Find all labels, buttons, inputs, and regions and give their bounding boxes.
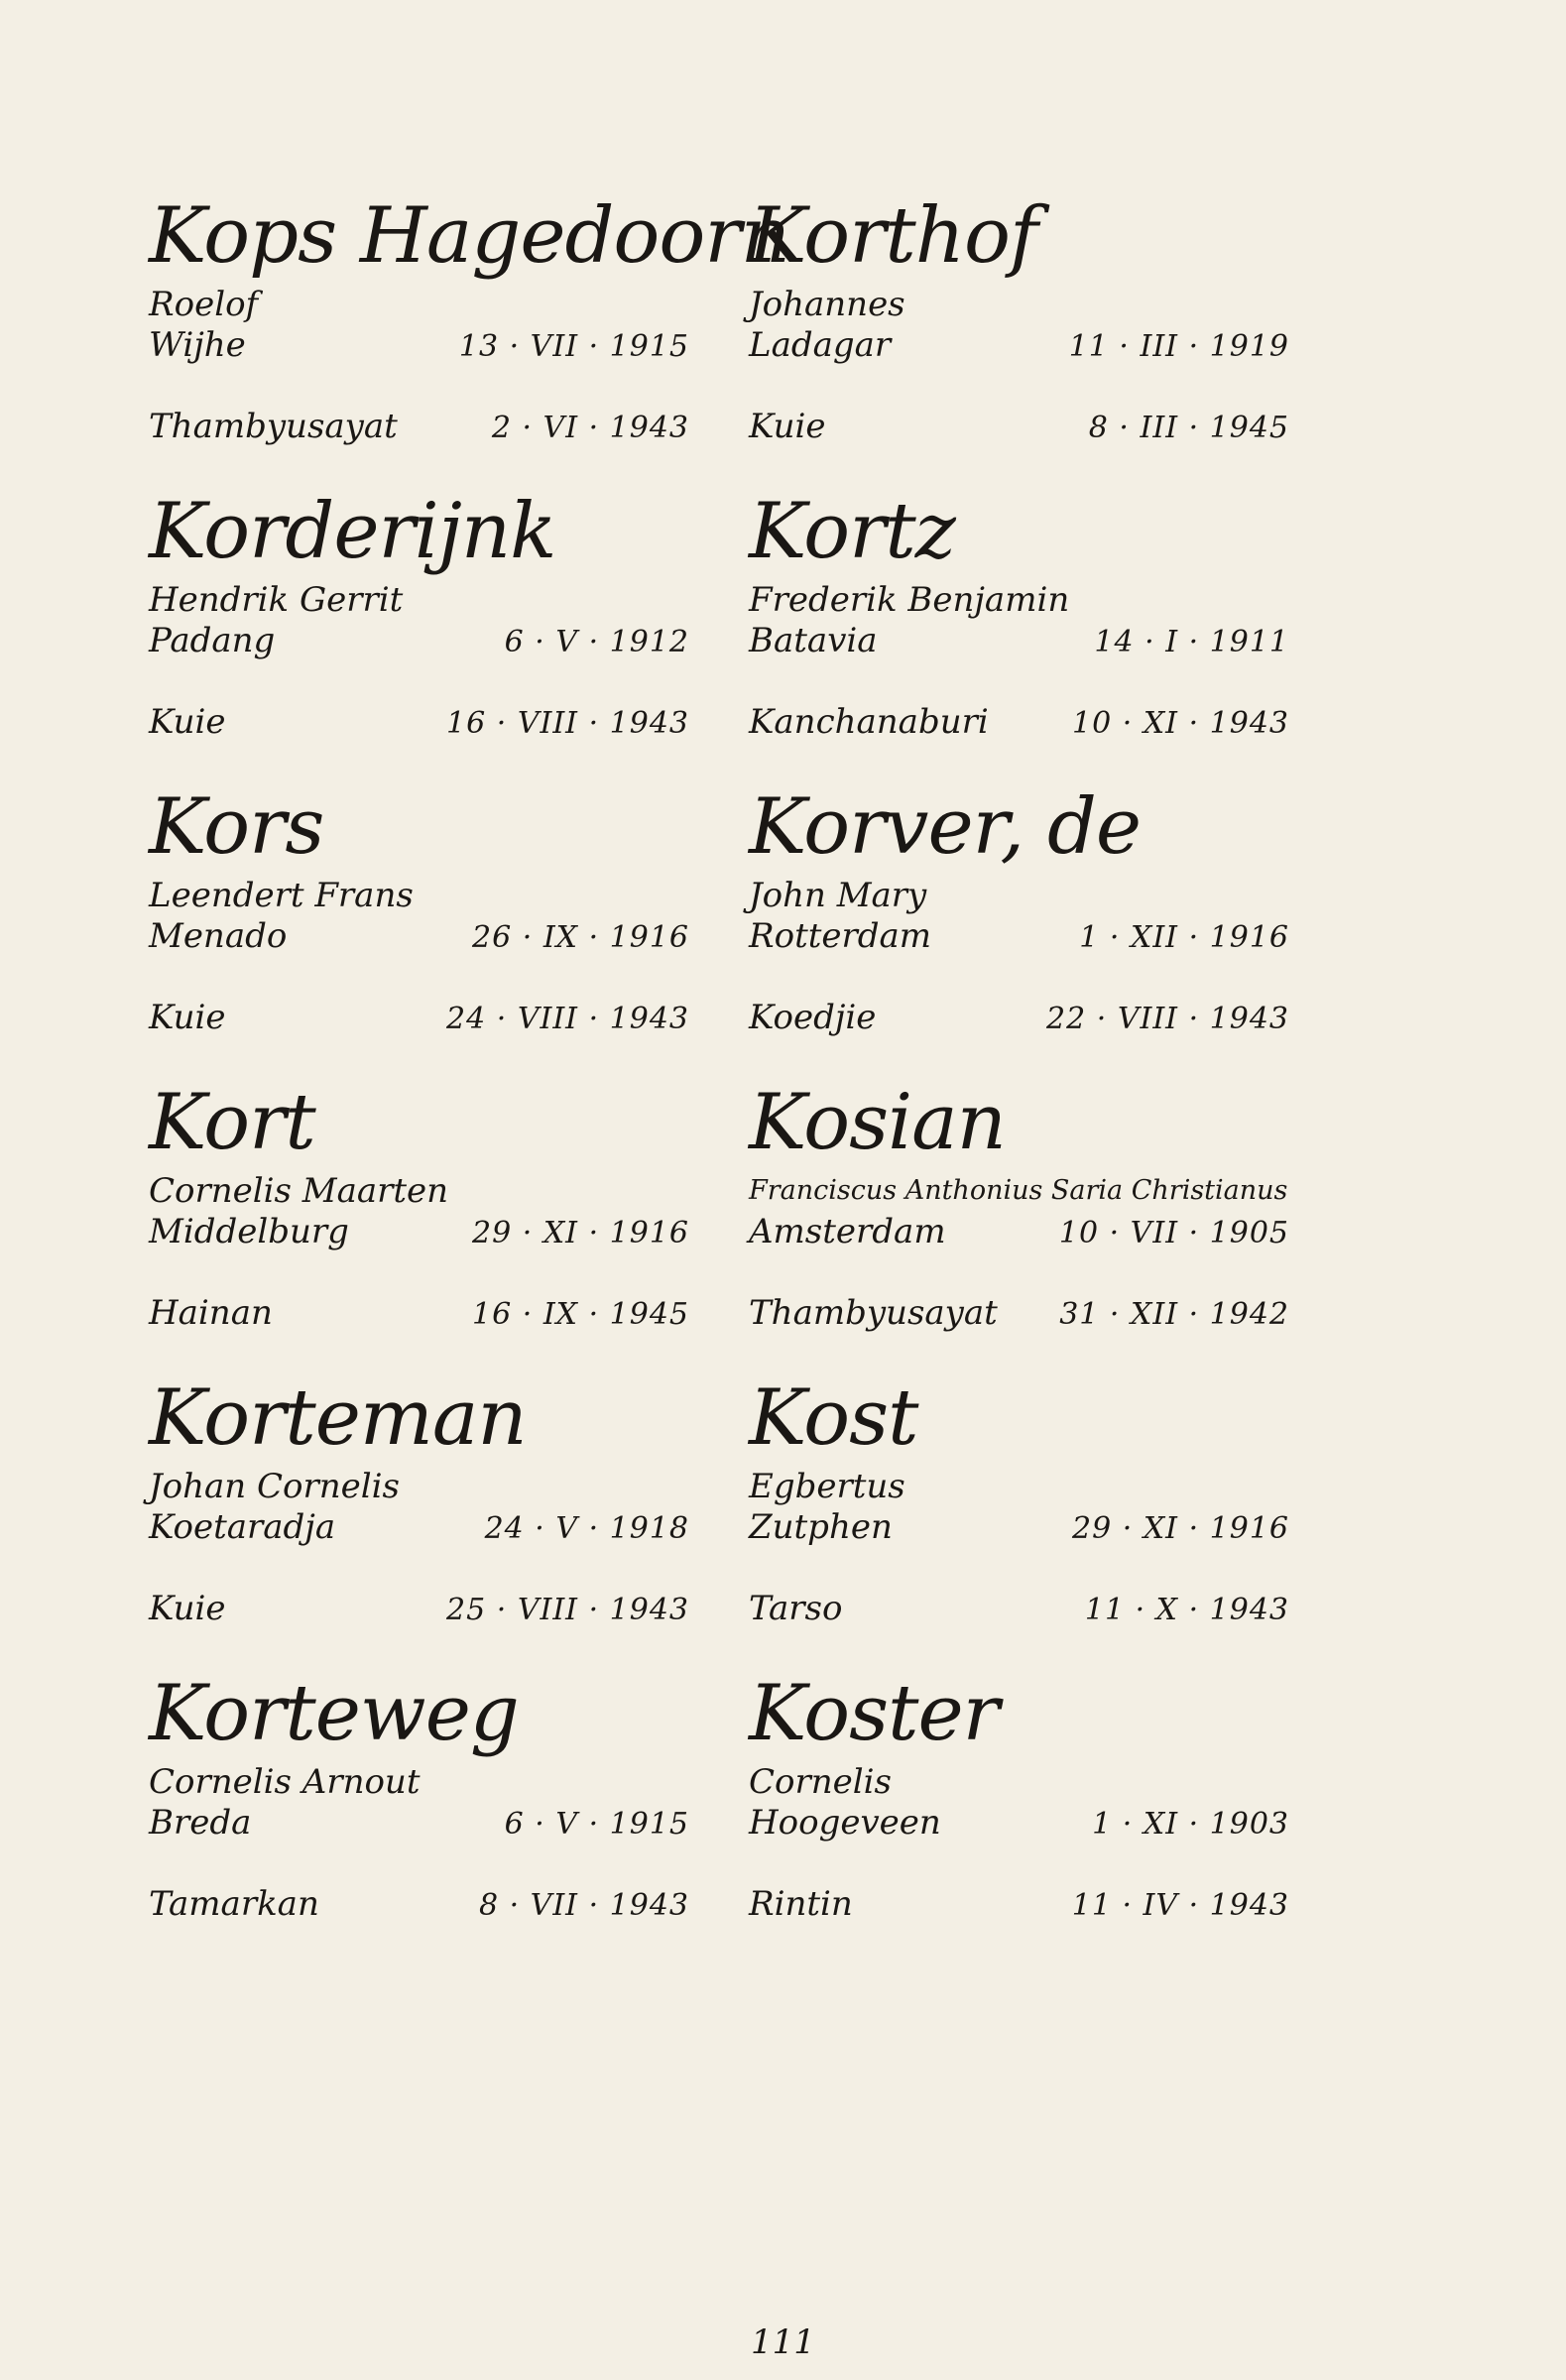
surname: Korteman — [149, 1373, 527, 1463]
name-entry — [749, 1075, 1299, 1370]
surname: Korderijnk — [149, 487, 556, 576]
birth-date: 29 · XI · 1916 — [1072, 1511, 1289, 1546]
death-date: 8 · III · 1945 — [1088, 411, 1289, 445]
death-place: Kuie — [149, 998, 226, 1037]
given-names: Franciscus Anthonius Saria Christianus — [749, 1175, 1288, 1206]
birth-row — [149, 621, 699, 660]
death-place: Kanchanaburi — [749, 702, 989, 742]
birth-date: 10 · VII · 1905 — [1058, 1216, 1289, 1250]
death-place: Tarso — [749, 1589, 843, 1628]
name-entry — [749, 1370, 1299, 1666]
given-names: Johan Cornelis — [149, 1467, 400, 1506]
death-row — [149, 700, 699, 744]
name-entry — [749, 188, 1299, 484]
given-names: Cornelis — [749, 1762, 892, 1802]
birth-row — [149, 1803, 699, 1843]
birth-place: Breda — [149, 1803, 252, 1843]
birth-date: 6 · V · 1912 — [504, 625, 689, 659]
given-names: Frederik Benjamin — [749, 580, 1070, 620]
given-names-row — [149, 875, 699, 916]
death-date: 16 · VIII · 1943 — [446, 706, 689, 741]
given-names: Hendrik Gerrit — [149, 580, 404, 620]
birth-date: 13 · VII · 1915 — [458, 329, 689, 364]
death-place: Rintin — [749, 1884, 853, 1924]
name-entry — [149, 1370, 699, 1666]
death-row — [149, 1882, 699, 1926]
page-number: 111 — [751, 2322, 815, 2362]
given-names-row — [749, 1466, 1299, 1507]
birth-row — [149, 325, 699, 365]
birth-row — [149, 1507, 699, 1547]
name-entry — [749, 779, 1299, 1075]
given-names: John Mary — [749, 876, 927, 915]
given-names: Cornelis Maarten — [149, 1171, 449, 1211]
death-row — [749, 1291, 1299, 1335]
death-date: 2 · VI · 1943 — [491, 411, 689, 445]
birth-row — [149, 916, 699, 956]
name-entry — [749, 1666, 1299, 1962]
surname: Kortz — [749, 487, 955, 576]
birth-place: Middelburg — [149, 1212, 349, 1251]
surname: Korver, de — [749, 782, 1142, 872]
given-names-row — [749, 1170, 1299, 1212]
name-entry — [749, 484, 1299, 779]
given-names: Egbertus — [749, 1467, 905, 1506]
given-names: Roelof — [149, 285, 259, 324]
birth-row — [749, 621, 1299, 660]
death-row — [149, 1291, 699, 1335]
given-names-row — [149, 579, 699, 621]
left-column — [149, 188, 789, 1962]
death-row — [149, 1587, 699, 1630]
birth-place: Padang — [149, 621, 276, 660]
given-names-row — [149, 284, 699, 325]
death-row — [149, 996, 699, 1039]
surname: Kort — [149, 1078, 315, 1167]
birth-date: 24 · V · 1918 — [484, 1511, 689, 1546]
given-names-row — [149, 1466, 699, 1507]
birth-date: 1 · XI · 1903 — [1092, 1807, 1289, 1842]
death-place: Thambyusayat — [149, 407, 398, 446]
death-place: Thambyusayat — [749, 1293, 998, 1333]
death-date: 24 · VIII · 1943 — [446, 1002, 689, 1036]
surname: Korthof — [749, 191, 1037, 281]
name-entry — [149, 1075, 699, 1370]
birth-place: Rotterdam — [749, 916, 932, 956]
birth-date: 6 · V · 1915 — [504, 1807, 689, 1842]
death-place: Tamarkan — [149, 1884, 319, 1924]
death-date: 10 · XI · 1943 — [1072, 706, 1289, 741]
birth-date: 29 · XI · 1916 — [472, 1216, 689, 1250]
given-names: Cornelis Arnout — [149, 1762, 421, 1802]
death-date: 31 · XII · 1942 — [1059, 1297, 1289, 1332]
birth-place: Zutphen — [749, 1507, 893, 1547]
birth-place: Hoogeveen — [749, 1803, 941, 1843]
birth-row — [749, 916, 1299, 956]
death-place: Kuie — [749, 407, 826, 446]
birth-row — [149, 1212, 699, 1251]
death-row — [149, 405, 699, 448]
birth-place: Amsterdam — [749, 1212, 946, 1251]
birth-row — [749, 1212, 1299, 1251]
death-date: 22 · VIII · 1943 — [1046, 1002, 1289, 1036]
given-names-row — [149, 1170, 699, 1212]
birth-place: Batavia — [749, 621, 878, 660]
given-names-row — [749, 1761, 1299, 1803]
death-date: 11 · X · 1943 — [1084, 1593, 1289, 1627]
surname: Kops Hagedoorn — [149, 191, 789, 281]
death-row — [749, 405, 1299, 448]
birth-date: 1 · XII · 1916 — [1079, 920, 1289, 955]
given-names: Leendert Frans — [149, 876, 414, 915]
right-column — [749, 188, 1299, 1962]
given-names-row — [749, 579, 1299, 621]
surname: Kost — [749, 1373, 918, 1463]
surname: Korteweg — [149, 1669, 519, 1758]
birth-date: 14 · I · 1911 — [1094, 625, 1289, 659]
death-place: Kuie — [149, 1589, 226, 1628]
name-entry — [149, 1666, 699, 1962]
birth-date: 26 · IX · 1916 — [472, 920, 689, 955]
birth-date: 11 · III · 1919 — [1068, 329, 1289, 364]
surname: Koster — [749, 1669, 999, 1758]
death-date: 8 · VII · 1943 — [478, 1888, 689, 1923]
death-date: 16 · IX · 1945 — [472, 1297, 689, 1332]
death-date: 11 · IV · 1943 — [1071, 1888, 1289, 1923]
death-place: Koedjie — [749, 998, 877, 1037]
birth-row — [749, 325, 1299, 365]
death-row — [749, 700, 1299, 744]
death-place: Kuie — [149, 702, 226, 742]
surname: Kors — [149, 782, 324, 872]
given-names: Johannes — [749, 285, 905, 324]
death-row — [749, 996, 1299, 1039]
given-names-row — [749, 875, 1299, 916]
birth-place: Ladagar — [749, 325, 892, 365]
surname: Kosian — [749, 1078, 1006, 1167]
death-row — [749, 1882, 1299, 1926]
birth-place: Menado — [149, 916, 288, 956]
death-date: 25 · VIII · 1943 — [446, 1593, 689, 1627]
birth-row — [749, 1507, 1299, 1547]
name-entry — [149, 484, 699, 779]
death-row — [749, 1587, 1299, 1630]
given-names-row — [149, 1761, 699, 1803]
entry-columns — [149, 188, 1299, 1962]
death-place: Hainan — [149, 1293, 273, 1333]
birth-place: Wijhe — [149, 325, 246, 365]
birth-place: Koetaradja — [149, 1507, 336, 1547]
given-names-row — [749, 284, 1299, 325]
birth-row — [749, 1803, 1299, 1843]
name-entry — [149, 779, 699, 1075]
